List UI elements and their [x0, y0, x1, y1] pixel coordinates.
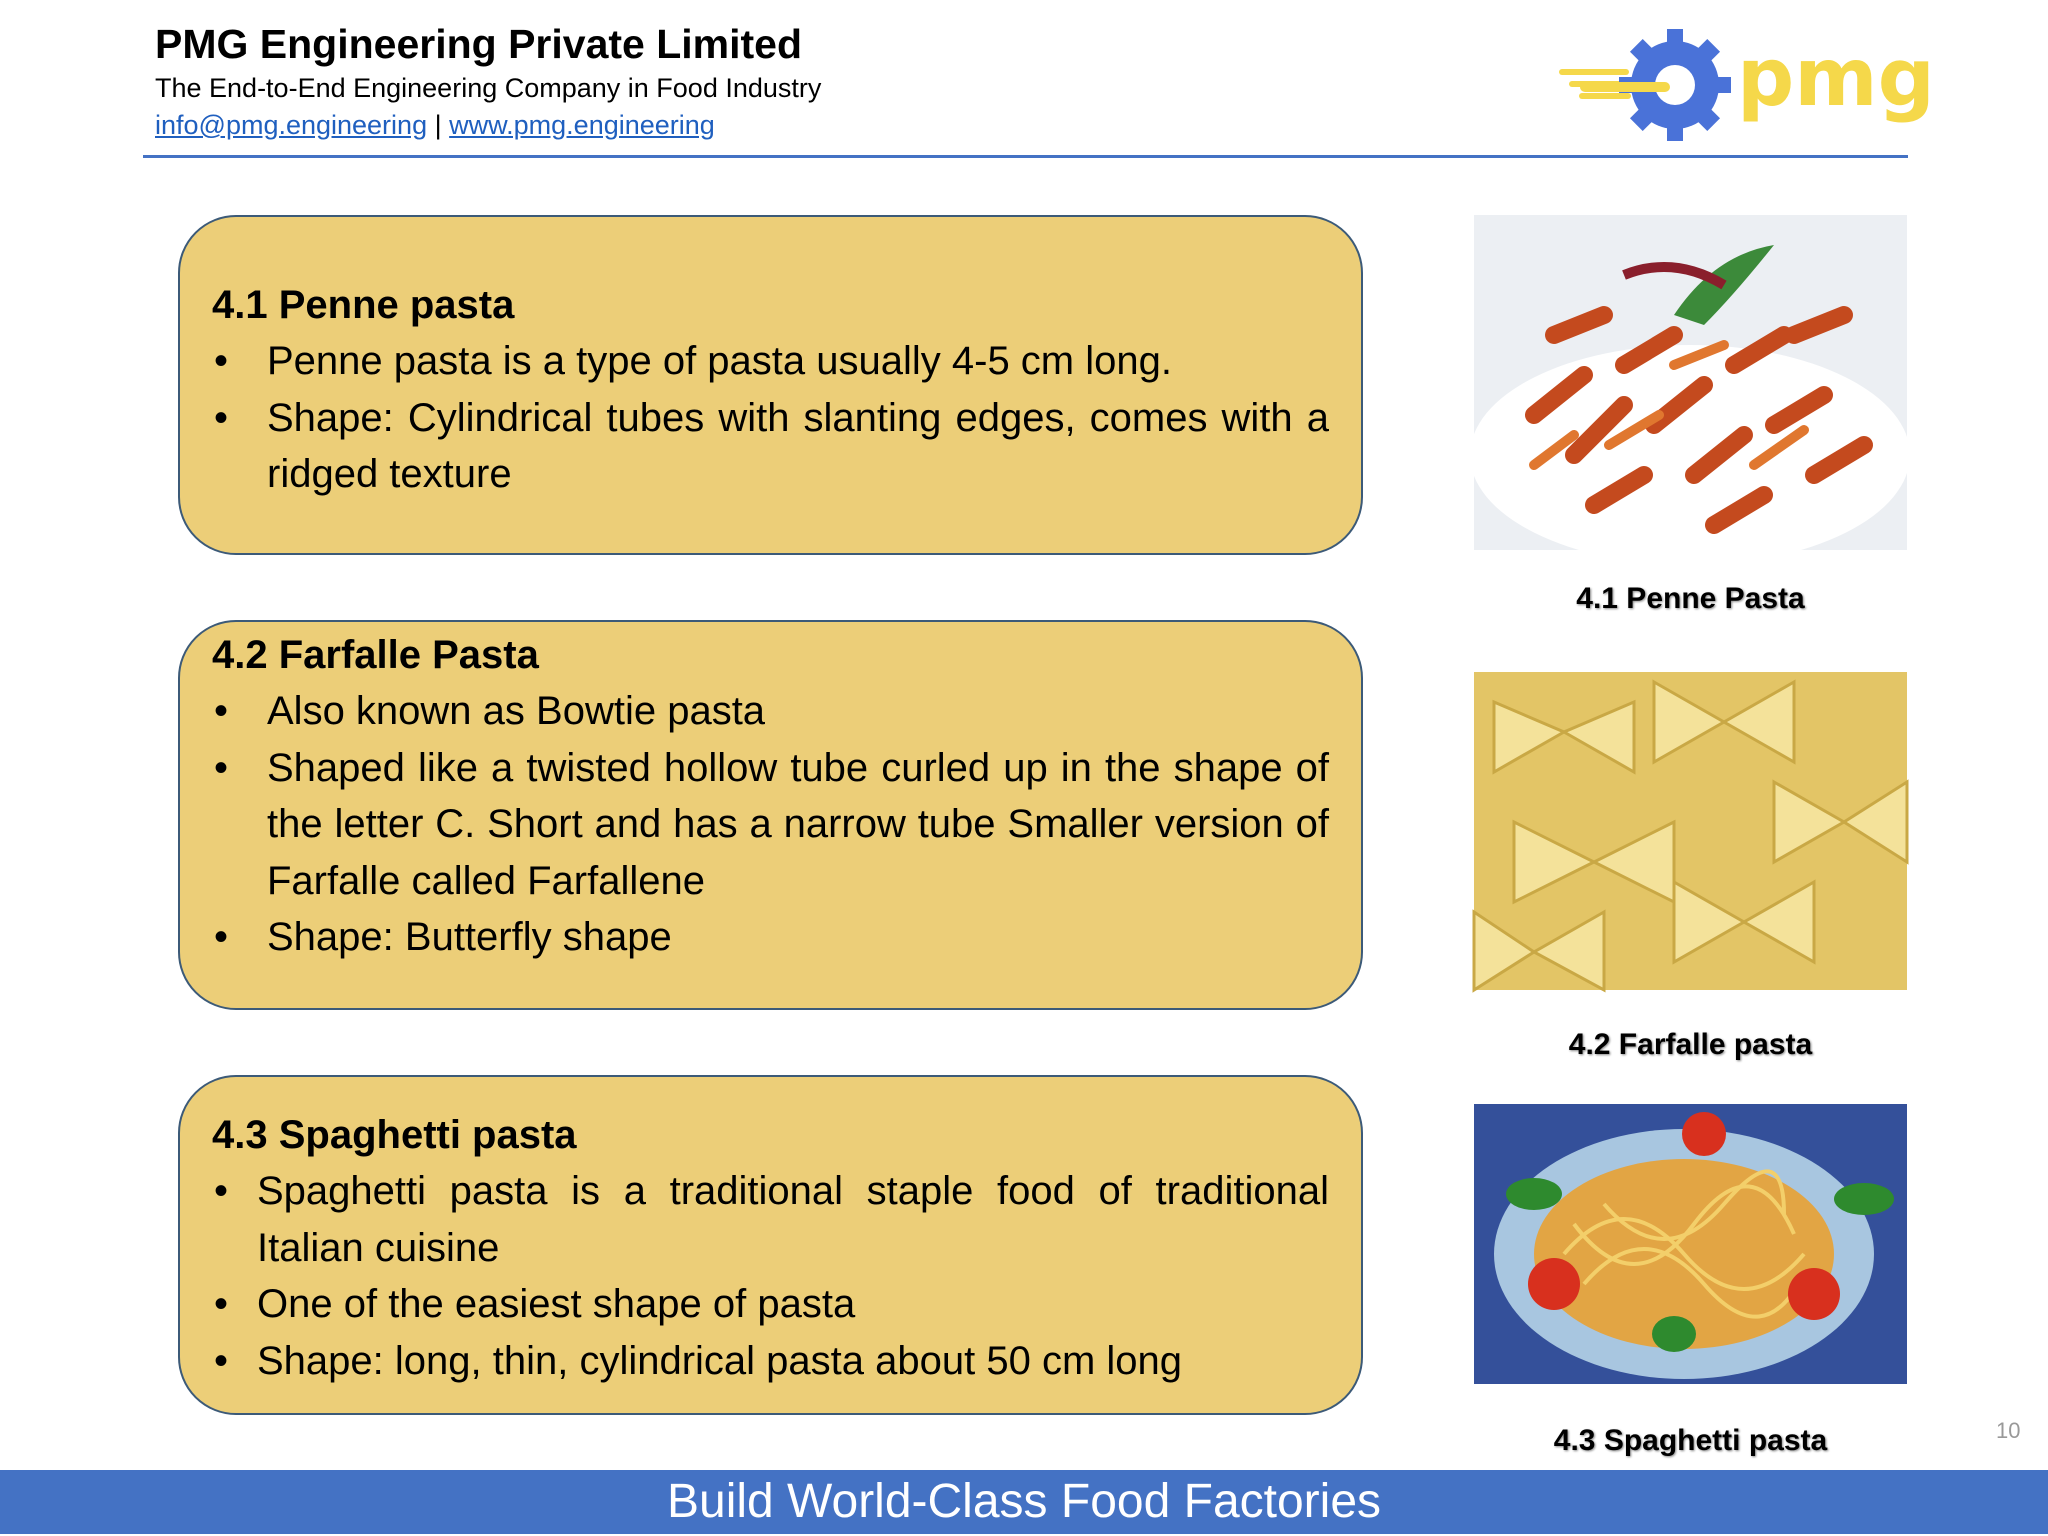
contact-links — [155, 106, 821, 144]
footer-slogan: Build World-Class Food Factories — [666, 1475, 1382, 1528]
photo-caption: 4.3 Spaghetti pasta — [1553, 1424, 1828, 1457]
list-item: • Shape: Butterfly shape — [212, 909, 1329, 966]
section-title: 4.1 Penne pasta — [212, 283, 515, 327]
email-link[interactable]: info@pmg.engineering — [155, 110, 428, 140]
penne-pasta-photo — [1474, 215, 1907, 550]
bullet-list — [212, 1163, 1329, 1389]
company-tagline: The End-to-End Engineering Company in Food Industry — [155, 73, 822, 103]
link-separator: | — [434, 110, 442, 140]
list-item: • One of the easiest shape of pasta — [212, 1276, 1329, 1333]
photo-caption: 4.2 Farfalle pasta — [1568, 1028, 1813, 1061]
list-item: • Spaghetti pasta is a traditional staple food of traditional Italian cuisine — [212, 1163, 1329, 1276]
section-card-penne — [178, 215, 1363, 555]
header — [155, 18, 821, 144]
section-card-spaghetti — [178, 1075, 1363, 1415]
list-item: • Penne pasta is a type of pasta usually 4-5 cm long. — [212, 333, 1329, 390]
list-item: • Shape: Cylindrical tubes with slanting edges, comes with a ridged texture — [212, 390, 1329, 503]
list-item: • Also known as Bowtie pasta — [212, 683, 1329, 740]
section-card-farfalle — [178, 620, 1363, 1010]
company-name: PMG Engineering Private Limited — [155, 21, 803, 67]
section-title: 4.2 Farfalle Pasta — [212, 633, 539, 677]
pmg-logo — [1555, 25, 1935, 145]
list-item: • Shaped like a twisted hollow tube curled up in the shape of the letter C. Short and has a narrow tube Smaller version of Farfalle called Farfallene — [212, 740, 1329, 910]
header-divider — [143, 155, 1908, 158]
bullet-list — [212, 333, 1329, 503]
farfalle-pasta-photo — [1474, 672, 1907, 990]
section-title: 4.3 Spaghetti pasta — [212, 1113, 577, 1157]
page-number: 10 — [1996, 1418, 2021, 1443]
list-item: • Shape: long, thin, cylindrical pasta about 50 cm long — [212, 1333, 1329, 1390]
website-link[interactable]: www.pmg.engineering — [449, 110, 715, 140]
photo-caption: 4.1 Penne Pasta — [1576, 582, 1805, 615]
bullet-list — [212, 683, 1329, 966]
spaghetti-pasta-photo — [1474, 1104, 1907, 1384]
footer-banner — [0, 1470, 2048, 1534]
logo-wordmark: pmg — [1737, 31, 1935, 124]
